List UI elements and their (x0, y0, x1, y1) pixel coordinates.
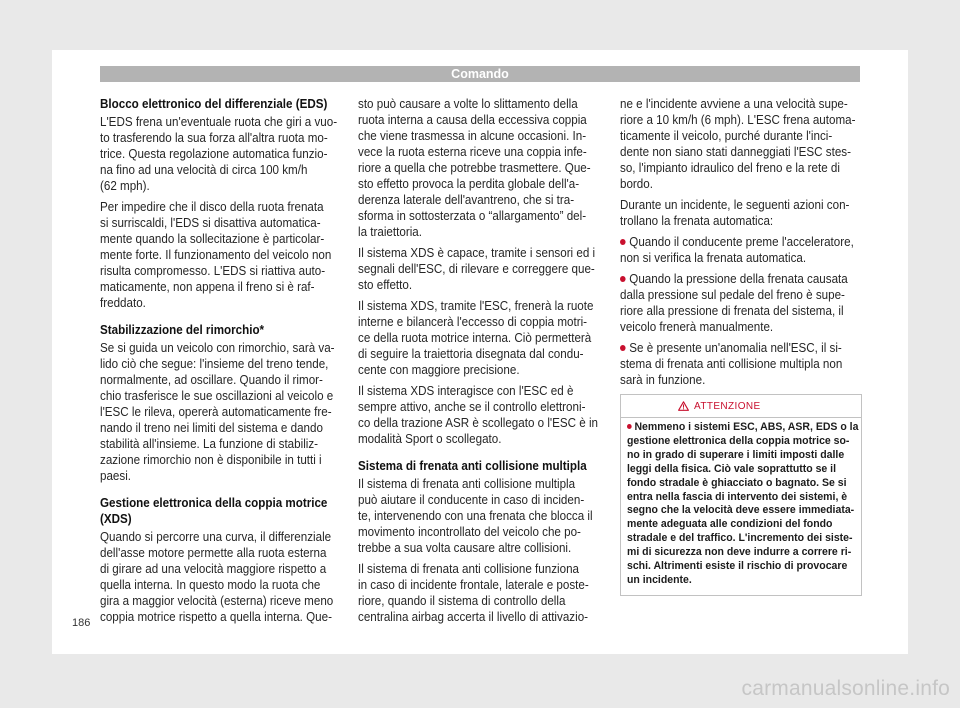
text-line: te, intervenendo con una frenata che blocca il (358, 509, 593, 523)
text-line: Stabilizzazione del rimorchio* (100, 323, 265, 337)
text-line: no in grado di superare i limiti imposti dalle (627, 448, 845, 461)
bullet-item (620, 271, 862, 335)
text-line: gestione elettronica della coppia motrice so- (627, 434, 850, 447)
text-line: Il sistema XDS interagisce con l'ESC ed è (358, 384, 574, 398)
text-line: Blocco elettronico del differenziale (EDS) (100, 97, 328, 111)
text-line: di girare ad una velocità maggiore rispetto a (100, 562, 327, 576)
text-line: segno che la velocità deve essere immediata- (627, 504, 855, 517)
paragraph (358, 96, 600, 240)
text-line: Il sistema XDS è capace, tramite i sensori ed i (358, 246, 596, 260)
text-line: normalmente, ad oscillare. Quando il rimor- (100, 373, 323, 387)
warning-title: ATTENZIONE (694, 400, 761, 412)
text-line: entra nella fascia di intervento dei sistemi, è (627, 490, 848, 503)
paragraph (358, 298, 600, 378)
paragraph (358, 383, 600, 447)
text-line: freddato. (100, 296, 146, 310)
text-line: riore alla pressione di frenata del sistema, il (620, 304, 844, 318)
text-line: mente adeguata alle condizioni del fondo (627, 518, 833, 531)
text-line: Sistema di frenata anti collisione multipla (358, 459, 587, 473)
text-line: Durante un incidente, le seguenti azioni con- (620, 198, 850, 212)
column-3-text (620, 96, 862, 388)
warning-body (621, 418, 861, 595)
text-line: Il sistema di frenata anti collisione funziona (358, 562, 580, 576)
bullet-dot-icon (620, 345, 626, 351)
paragraph (620, 96, 862, 192)
text-line: centralina airbag accerta il livello di attivazio- (358, 610, 589, 624)
text-line: Il sistema XDS, tramite l'ESC, frenerà la ruote (358, 299, 594, 313)
warning-box (620, 394, 862, 596)
text-line: di seguire la traiettoria disegnata dal condu- (358, 347, 584, 361)
text-line: dell'asse motore permette alla ruota esterna (100, 546, 327, 560)
warning-header (621, 395, 861, 418)
text-line: risulta compromesso. L'EDS si riattiva auto- (100, 264, 326, 278)
text-line: trebbe a sua volta causare altre collisioni. (358, 541, 572, 555)
bullet-dot-icon (627, 424, 632, 429)
paragraph (100, 340, 340, 484)
column-3 (620, 96, 862, 596)
text-line: leggi della fisica. Ciò vale soprattutto se il (627, 462, 837, 475)
text-line: ticamente il veicolo, purché durante l'inci- (620, 129, 833, 143)
paragraph (100, 529, 340, 625)
text-line: ne e l'incidente avviene a una velocità supe- (620, 97, 848, 111)
text-line: sempre attivo, anche se il controllo elettroni- (358, 400, 586, 414)
section-heading (358, 458, 600, 474)
text-line: cente con maggiore precisione. (358, 363, 520, 377)
text-line: trollano la frenata automatica: (620, 214, 774, 228)
text-line: gira a maggior velocità (esterna) riceve meno (100, 594, 334, 608)
column-1-text (100, 96, 340, 625)
text-line: dente non siano stati danneggiati l'ESC stes- (620, 145, 852, 159)
section-heading (100, 322, 340, 338)
text-line: maticamente, non appena il freno si è raf- (100, 280, 315, 294)
text-line: mente quando la sollecitazione è particolar- (100, 232, 325, 246)
text-line: trice. Questa regolazione automatica funzio- (100, 147, 328, 161)
text-line: mente forte. Il funzionamento del veicolo non (100, 248, 332, 262)
text-line: fondo stradale è ghiacciato o bagnato. Se si (627, 476, 847, 489)
text-line: che viene trasmessa in alcune occasioni. In- (358, 129, 587, 143)
section-header-bar (100, 66, 860, 82)
text-line: vece la ruota esterna riceve una coppia infe- (358, 145, 587, 159)
paragraph (100, 199, 340, 311)
text-line: segnali dell'ESC, di rilevare e correggere que- (358, 262, 595, 276)
text-line (620, 340, 845, 356)
text-line: so, l'impianto idraulico del freno e la rete di (620, 161, 840, 175)
bullet-text: Se è presente un'anomalia nell'ESC, il si- (629, 341, 842, 355)
bullet-dot-icon (620, 239, 626, 245)
text-line: bordo. (620, 177, 653, 191)
text-line: riore a quella che potrebbe trasmettere. Que- (358, 161, 591, 175)
text-line (620, 271, 848, 287)
text-line: riore, quando il sistema di controllo della (358, 594, 566, 608)
text-line: zazione rimorchio non è disponibile in tutti i (100, 453, 322, 467)
text-line: l'ESC le rileva, opererà automaticamente fre- (100, 405, 332, 419)
paragraph (358, 476, 600, 556)
text-line: nando il treno nei limiti del sistema e dando (100, 421, 323, 435)
text-line: sforma in sottosterzata o “allargamento” del- (358, 209, 587, 223)
text-line: Gestione elettronica della coppia motrice (100, 496, 328, 510)
page-number: 186 (72, 617, 91, 629)
bullet-text: Quando il conducente preme l'acceleratore, (629, 235, 854, 249)
paragraph (100, 114, 340, 194)
bullet-dot-icon (620, 276, 626, 282)
text-line: dalla pressione sul pedale del freno è supe- (620, 288, 845, 302)
bullet-item (620, 234, 862, 266)
text-line: to trasferendo la sua forza all'altra ruota mo- (100, 131, 328, 145)
text-line: derenza laterale dell'avantreno, che si tra- (358, 193, 575, 207)
text-line: chio trasferisce le sue oscillazioni al veicolo e (100, 389, 334, 403)
watermark: carmanualsonline.info (741, 677, 950, 700)
bullet-text: Nemmeno i sistemi ESC, ABS, ASR, EDS o la (634, 421, 859, 433)
section-heading (100, 96, 340, 112)
text-line: co della trazione ASR è scollegato o l'ESC è in (358, 416, 599, 430)
text-line: riore a 10 km/h (6 mph). L'ESC frena automa- (620, 113, 856, 127)
text-line: ruota interna a causa della eccessiva coppia (358, 113, 587, 127)
text-line: sto può causare a volte lo slittamento della (358, 97, 578, 111)
text-line: lido ciò che segue: l'insieme del treno tende, (100, 357, 329, 371)
text-line: si surriscaldi, l'EDS si disattiva automatica- (100, 216, 321, 230)
text-line: mi di sicurezza non deve indurre a correre ri- (627, 546, 852, 559)
text-line (620, 234, 854, 250)
text-line: (XDS) (100, 512, 132, 526)
text-line: interne e bilancerà l'eccesso di coppia motri- (358, 315, 588, 329)
text-line: veicolo frenerà manualmente. (620, 320, 774, 334)
text-line: Per impedire che il disco della ruota frenata (100, 200, 324, 214)
text-line: modalità Sport o scollegato. (358, 432, 502, 446)
text-line: movimento incontrollato del veicolo che po- (358, 525, 581, 539)
text-line: sto effetto. (358, 278, 413, 292)
text-line: coppia motrice rispetto a quella interna. Que- (100, 610, 332, 624)
paragraph (358, 561, 600, 625)
text-line: non si verifica la frenata automatica. (620, 251, 807, 265)
text-line: L'EDS frena un'eventuale ruota che giri a vuo- (100, 115, 338, 129)
paragraph (358, 245, 600, 293)
text-line: un incidente. (627, 573, 692, 586)
bullet-item (627, 421, 859, 588)
section-title: Comando (451, 67, 509, 81)
column-2 (358, 96, 600, 625)
warning-triangle-icon (678, 401, 689, 411)
column-1 (100, 96, 340, 625)
column-2-text (358, 96, 600, 625)
text-line: stabilità all'insieme. La funzione di stabiliz- (100, 437, 319, 451)
text-line: (62 mph). (100, 179, 150, 193)
text-line: stradale e del traffico. L'incremento dei siste- (627, 532, 853, 545)
section-heading (100, 495, 340, 527)
text-line: in caso di incidente frontale, laterale e poste- (358, 578, 589, 592)
bullet-item (620, 340, 862, 388)
bullet-text: Quando la pressione della frenata causata (629, 272, 848, 286)
text-line: Il sistema di frenata anti collisione multipla (358, 477, 576, 491)
text-line: Quando si percorre una curva, il differenziale (100, 530, 332, 544)
text-line (627, 421, 859, 435)
text-line: na fino ad una velocità di circa 100 km/h (100, 163, 308, 177)
text-line: può aiutare il conducente in caso di inciden- (358, 493, 585, 507)
text-line: quella interna. In questo modo la ruota che (100, 578, 321, 592)
text-line: stema di frenata anti collisione multipla non (620, 357, 843, 371)
text-line: schi. Altrimenti esiste il rischio di provocare (627, 560, 848, 573)
paragraph (620, 197, 862, 229)
text-line: sto effetto provoca la perdita globale dell'a- (358, 177, 580, 191)
text-line: la traiettoria. (358, 225, 422, 239)
text-line: Se si guida un veicolo con rimorchio, sarà va- (100, 341, 335, 355)
text-line: sarà in funzione. (620, 373, 706, 387)
text-line: ce della ruota motrice interna. Ciò permetterà (358, 331, 592, 345)
text-line: paesi. (100, 469, 132, 483)
